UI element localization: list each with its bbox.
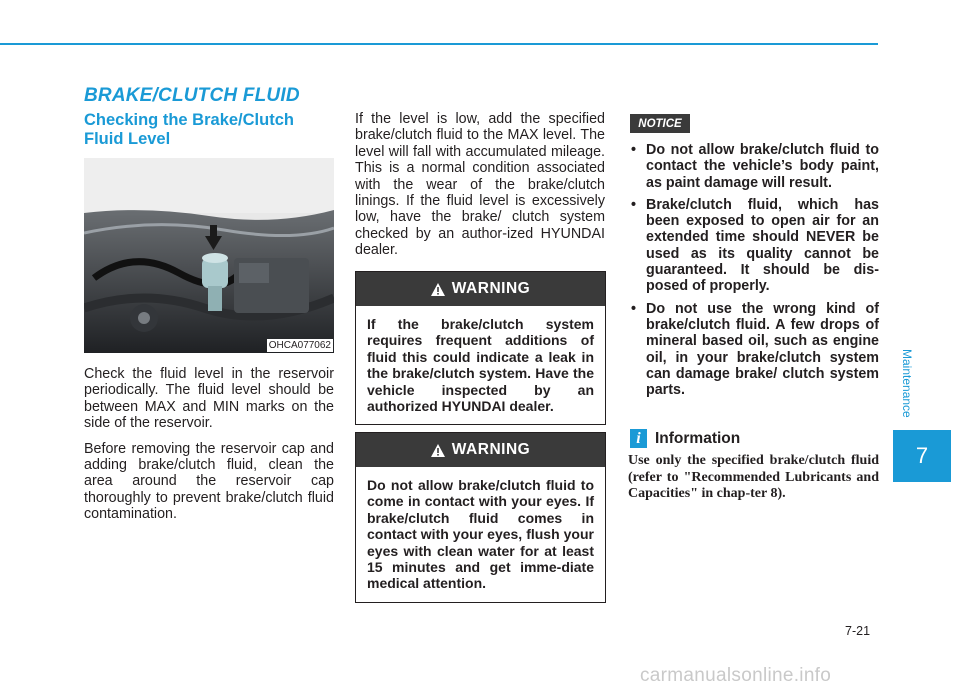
notice-item: • Do not allow brake/clutch fluid to contact the vehicle’s body paint, as paint damage will result. [628,142,879,191]
warning-label: WARNING [451,441,531,458]
notice-list [628,142,879,404]
level-low-paragraph: If the level is low, add the specified brake/clutch fluid to the MAX level. The level will fall with accumulated mileage. This is a normal condition associated with the wear of the brake/clutch linings. If the fluid level is excessively low, have the brake/ clutch system checked by an author-ized HYUNDAI dealer. [355,111,605,259]
warning-box-leak [355,271,606,425]
warning-text: Do not allow brake/clutch fluid to come in contact with your eyes. If brake/clutch fluid comes in contact with your eyes, flush your eyes with clean water for at least 15 minutes and get imme-diate medical attention. [367,477,594,592]
warning-text: If the brake/clutch system requires frequent additions of fluid this could indicate a leak in the brake/clutch system. Have the vehicle inspected by an authorized HYUNDAI dealer. [367,316,594,415]
watermark: carmanualsonline.info [640,665,832,686]
warning-header [356,433,605,467]
info-text: Use only the specified brake/clutch fluid (refer to "Recommended Lubricants and Capacities" in chap-ter 8). [628,453,879,501]
engine-bay-illustration [84,158,334,353]
chapter-side-label: Maintenance [900,348,914,418]
paragraph: Before removing the reservoir cap and adding brake/clutch fluid, clean the area around the reservoir cap thoroughly to prevent brake/clutch fluid contamination. [84,440,334,523]
intro-text [84,366,334,532]
paragraph: Check the fluid level in the reservoir periodically. The fluid level should be between MAX and MIN marks on the side of the reservoir. [84,366,334,432]
page-number: 7-21 [845,624,871,638]
notice-item: • Brake/clutch fluid, which has been exposed to open air for an extended time should NEVER be used as its quality cannot be guaranteed. It should be dis-posed of properly. [628,197,879,295]
engine-bay-photo [84,158,334,353]
warning-label: WARNING [451,280,531,297]
info-icon: i [630,429,647,448]
warning-triangle-icon [431,444,445,457]
notice-item: • Do not use the wrong kind of brake/clutch fluid. A few drops of mineral based oil, such as engine oil, in your brake/clutch system can damage brake/ clutch system parts. [628,301,879,399]
notice-badge: NOTICE [630,114,690,133]
section-title: BRAKE/CLUTCH FLUID [84,85,300,106]
warning-header [356,272,605,306]
warning-triangle-icon [431,283,445,296]
chapter-number-tab: 7 [893,430,951,482]
subheading: Checking the Brake/Clutch Fluid Level [84,111,294,148]
info-title: Information [655,430,741,447]
warning-box-eyes [355,432,606,603]
header-rule [0,43,878,45]
photo-caption: OHCA077062 [268,340,331,351]
